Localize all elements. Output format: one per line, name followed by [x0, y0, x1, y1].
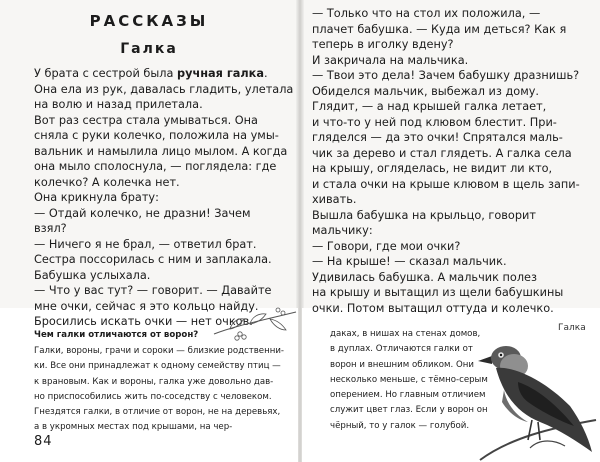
page-number: 84 [34, 434, 53, 449]
info-line: чёрный, то у галок — голубой. [330, 420, 470, 431]
info-line: ки. Все они принадлежат к одному семейству птиц — [34, 361, 281, 372]
story-line: мне очки, сейчас я это кольцо найду. [34, 299, 259, 313]
story-line: она мыло сполоснула, — поглядела: где [34, 160, 277, 173]
story-line: очки. Потом вытащил оттуда и колечко. [312, 301, 554, 315]
right-text-area [302, 0, 600, 315]
story-line: чик за дерево и стал глядеть. А галка села [312, 146, 572, 160]
story-line: Сестра поссорилась с ним и заплакала. [34, 253, 272, 266]
info-line: но приспособились жить по-соседству с человеком. [34, 391, 272, 402]
story-line: плачет бабушка. — Куда им деться? Как я [312, 22, 567, 36]
story-line: Бросились искать очки — нет очков. [34, 315, 253, 328]
story-line: — Говори, где мои очки? [312, 239, 461, 253]
story-text-right [312, 6, 584, 316]
story-line: — Только что на стол их положила, — [312, 7, 541, 20]
info-box-text-left [34, 344, 284, 436]
story-line: хивать. [312, 193, 357, 206]
story-line: Удивилась бабушка. А мальчик полез [312, 270, 537, 284]
info-line: в дуплах. Отличаются галки от [330, 344, 473, 355]
section-title: РАССКАЗЫ [89, 12, 209, 30]
info-line: к врановым. Как и вороны, галка уже довольно дав- [34, 376, 274, 387]
story-line: и что-то у ней под клювом блестит. При- [312, 115, 557, 129]
story-line: — Ничего я не брал, — ответил брат. [34, 237, 257, 251]
story-line: Глядит, — а над крышей галка летает, [312, 100, 547, 113]
story-line: Вот раз сестра стала умываться. Она [34, 113, 258, 127]
story-line: Вышла бабушка на крыльцо, говорит [312, 208, 536, 222]
info-line: служит цвет глаз. Если у ворон он [330, 405, 488, 416]
info-line: ворон и внешним обликом. Они [330, 359, 474, 370]
info-line: даках, в нишах на стенах домов, [330, 329, 481, 339]
story-line: Бабушка услыхала. [34, 268, 151, 282]
story-line: вальник и намылила лицо мылом. А когда [34, 144, 288, 158]
info-line: оперением. Но главным отличием [330, 390, 486, 401]
story-line: гляделся — да это очки! Спрятался маль- [312, 131, 563, 144]
story-line: У брата с сестрой была ручная галка. [34, 67, 268, 80]
story-line: колечко? А колечка нет. [34, 175, 180, 189]
story-line: и стала очки на крыше клювом в щель запи- [312, 177, 580, 191]
story-line: — Отдай колечко, не дразни! Зачем [34, 206, 251, 220]
story-line: теперь в иголку вдену? [312, 38, 454, 51]
info-line: Гнездятся галки, в отличие от ворон, не на деревьях, [34, 407, 281, 418]
info-line: несколько меньше, с тёмно-серым [330, 374, 488, 385]
story-line: Обиделся мальчик, выбежал из дому. [312, 84, 539, 98]
story-line: Она крикнула брату: [34, 191, 159, 204]
info-line: Галки, вороны, грачи и сороки — близкие родственни- [34, 346, 285, 356]
story-line: мальчику: [312, 224, 373, 237]
jackdaw-illustration [470, 328, 598, 462]
story-line: на волю и назад прилетала. [34, 98, 203, 111]
story-title: Галка [120, 41, 178, 57]
rowan-sprig-illustration [210, 304, 300, 344]
story-line: Она ела из рук, давалась гладить, улетала [34, 82, 294, 96]
story-text-left [34, 66, 294, 330]
bold-phrase: ручная галка [177, 67, 264, 80]
story-line: И закричала на мальчика. [312, 53, 469, 67]
info-box-heading: Чем галки отличаются от ворон? [34, 330, 199, 340]
story-line: — На крыше! — сказал мальчик. [312, 255, 507, 268]
illustration-caption: Галка [558, 323, 586, 333]
story-line: на крышу и вытащил из щели бабушкины [312, 286, 564, 299]
story-line: взял? [34, 222, 67, 235]
story-line: — Твои это дела! Зачем бабушку дразнишь? [312, 69, 580, 82]
info-line: а в укромных местах под крышами, на чер- [34, 422, 233, 433]
story-line: сняла с руки колечко, положила на умы- [34, 129, 279, 142]
story-line: — Что у вас тут? — говорит. — Давайте [34, 284, 272, 297]
story-line: на крышу, огляделась, не видит ли кто, [312, 162, 553, 175]
